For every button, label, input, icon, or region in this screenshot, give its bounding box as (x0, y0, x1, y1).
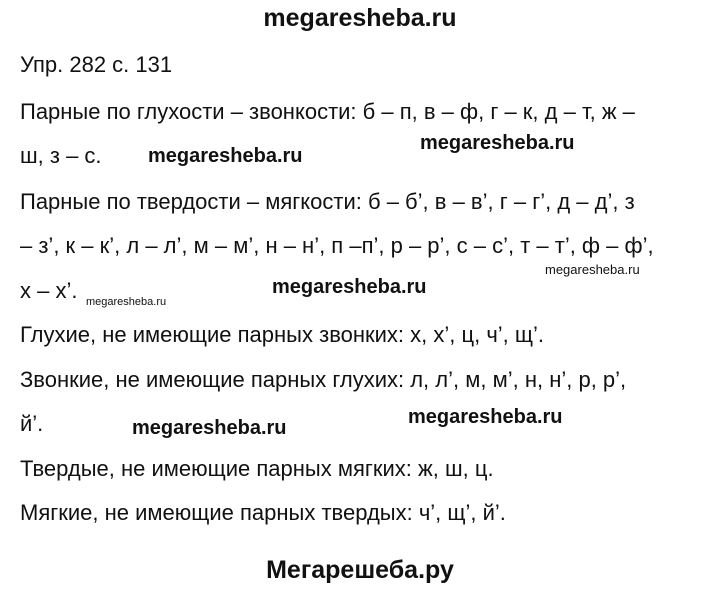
watermark-4: megaresheba.ru (86, 296, 167, 308)
watermark-top: megaresheba.ru (263, 4, 457, 32)
watermark-1: megaresheba.ru (148, 145, 303, 167)
text-line-10: Мягкие, не имеющие парных твердых: ч’, щ’, й’. (20, 500, 506, 525)
text-line-1: Парные по глухости – звонкости: б – п, в – ф, г – к, д – т, ж – (20, 99, 635, 124)
watermark-bottom: Мегарешеба.ру (266, 556, 454, 584)
text-line-5: х – х’. (20, 278, 78, 303)
text-line-8: й’. (20, 411, 44, 436)
text-line-7: Звонкие, не имеющие парных глухих: л, л’, м, м’, н, н’, р, р’, (20, 367, 627, 392)
watermark-6: megaresheba.ru (132, 417, 287, 439)
watermark-3: megaresheba.ru (545, 262, 640, 277)
text-line-6: Глухие, не имеющие парных звонких: х, х’, ц, ч’, щ’. (20, 322, 544, 347)
text-line-9: Твердые, не имеющие парных мягких: ж, ш, ц. (20, 456, 494, 481)
text-line-4: – з’, к – к’, л – л’, м – м’, н – н’, п –п’, р – р’, с – с’, т – т’, ф – ф’, (20, 233, 654, 258)
watermark-7: megaresheba.ru (408, 406, 563, 428)
watermark-5: megaresheba.ru (272, 276, 427, 298)
exercise-heading: Упр. 282 с. 131 (20, 52, 173, 77)
watermark-2: megaresheba.ru (420, 132, 575, 154)
text-line-3: Парные по твердости – мягкости: б – б’, в – в’, г – г’, д – д’, з (20, 189, 635, 214)
text-line-2: ш, з – с. (20, 143, 102, 168)
